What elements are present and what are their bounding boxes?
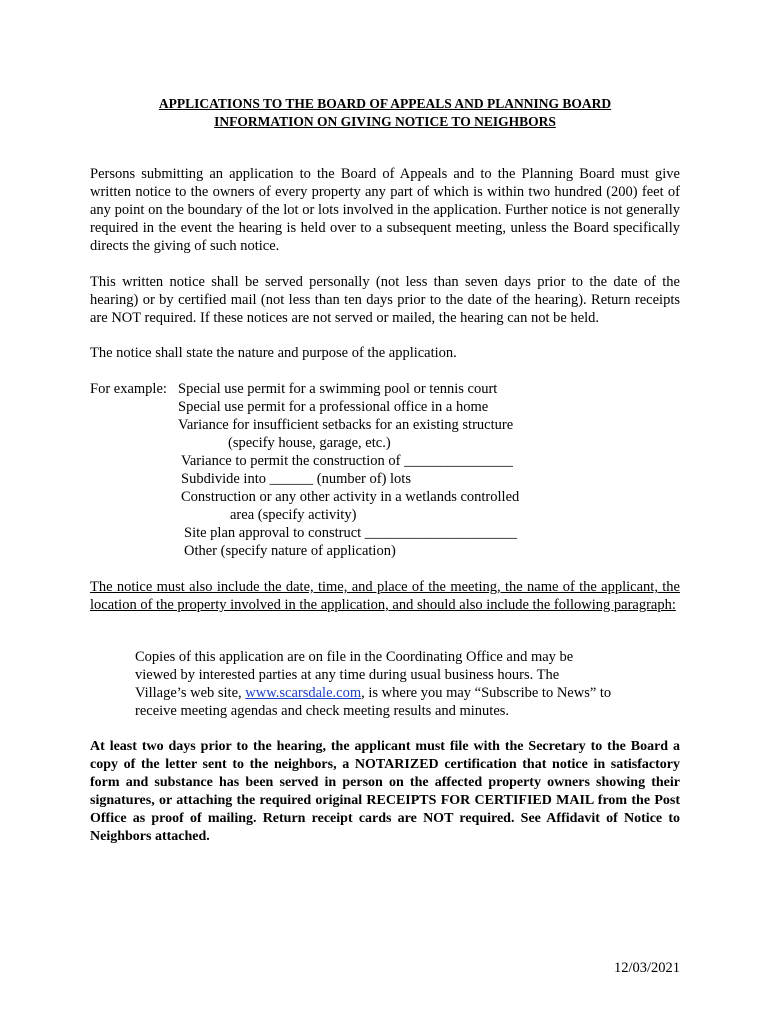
list-item: Other (specify nature of application) (184, 543, 396, 559)
quote-line-4: receive meeting agendas and check meeting results and minutes. (135, 703, 510, 719)
title-line-2: INFORMATION ON GIVING NOTICE TO NEIGHBORS (214, 114, 556, 129)
service-paragraph: This written notice shall be served personally (not less than seven days prior to the date of the hearing) or by certified mail (not less than ten days prior to the date of the hearing). Return receipts are NOT required. If these notices are not served or mailed, the hearing can not be held. (90, 274, 680, 326)
affidavit-paragraph: At least two days prior to the hearing, the applicant must file with the Secretary to the Board a copy of the letter sent to the neighbors, a NOTARIZED certification that notice in satisfactory form and substance has been served in person on the affected property owners showing their signatures, or attaching the required original RECEIPTS FOR CERTIFIED MAIL from the Post Office as proof of mailing. Return receipt cards are NOT required. See Affidavit of Notice to Neighbors attached. (90, 739, 680, 844)
nature-paragraph: The notice shall state the nature and purpose of the application. (90, 345, 457, 361)
intro-paragraph: Persons submitting an application to the Board of Appeals and to the Planning Board must give written notice to the owners of every property any part of which is within two hundred (200) feet of any point on the boundary of the lot or lots involved in the application. Further notice is not generally required in the event the hearing is held over to a subsequent meeting, unless the Board specifically directs the giving of such notice. (90, 166, 680, 254)
quote-line-3-post: , is where you may “Subscribe to News” to (361, 685, 612, 701)
list-item: area (specify activity) (230, 507, 357, 523)
list-item: Special use permit for a swimming pool or tennis court (178, 381, 498, 397)
list-item: Variance to permit the construction of _______________ (181, 453, 513, 469)
list-item: Variance for insufficient setbacks for an existing structure (178, 417, 514, 433)
list-item: Site plan approval to construct _____________________ (184, 525, 518, 541)
quote-line-3-pre: Village’s web site, (135, 685, 246, 701)
quote-line-1: Copies of this application are on file in the Coordinating Office and may be (135, 649, 574, 665)
list-item: Construction or any other activity in a wetlands controlled (181, 489, 520, 505)
website-link[interactable]: www.scarsdale.com (245, 685, 362, 701)
list-item: Special use permit for a professional office in a home (178, 399, 489, 415)
quote-line-2: viewed by interested parties at any time during usual business hours. The (135, 667, 560, 683)
document-date: 12/03/2021 (613, 960, 680, 976)
quote-line-3 (135, 684, 611, 702)
examples-lead: For example: (90, 381, 167, 397)
notice-content-paragraph: The notice must also include the date, time, and place of the meeting, the name of the applicant, the location of the property involved in the application, and should also include the following paragraph: (90, 579, 680, 613)
list-item: (specify house, garage, etc.) (228, 435, 391, 451)
title-line-1: APPLICATIONS TO THE BOARD OF APPEALS AND PLANNING BOARD (158, 96, 612, 111)
list-item: Subdivide into ______ (number of) lots (181, 471, 411, 487)
page-title (90, 95, 680, 131)
